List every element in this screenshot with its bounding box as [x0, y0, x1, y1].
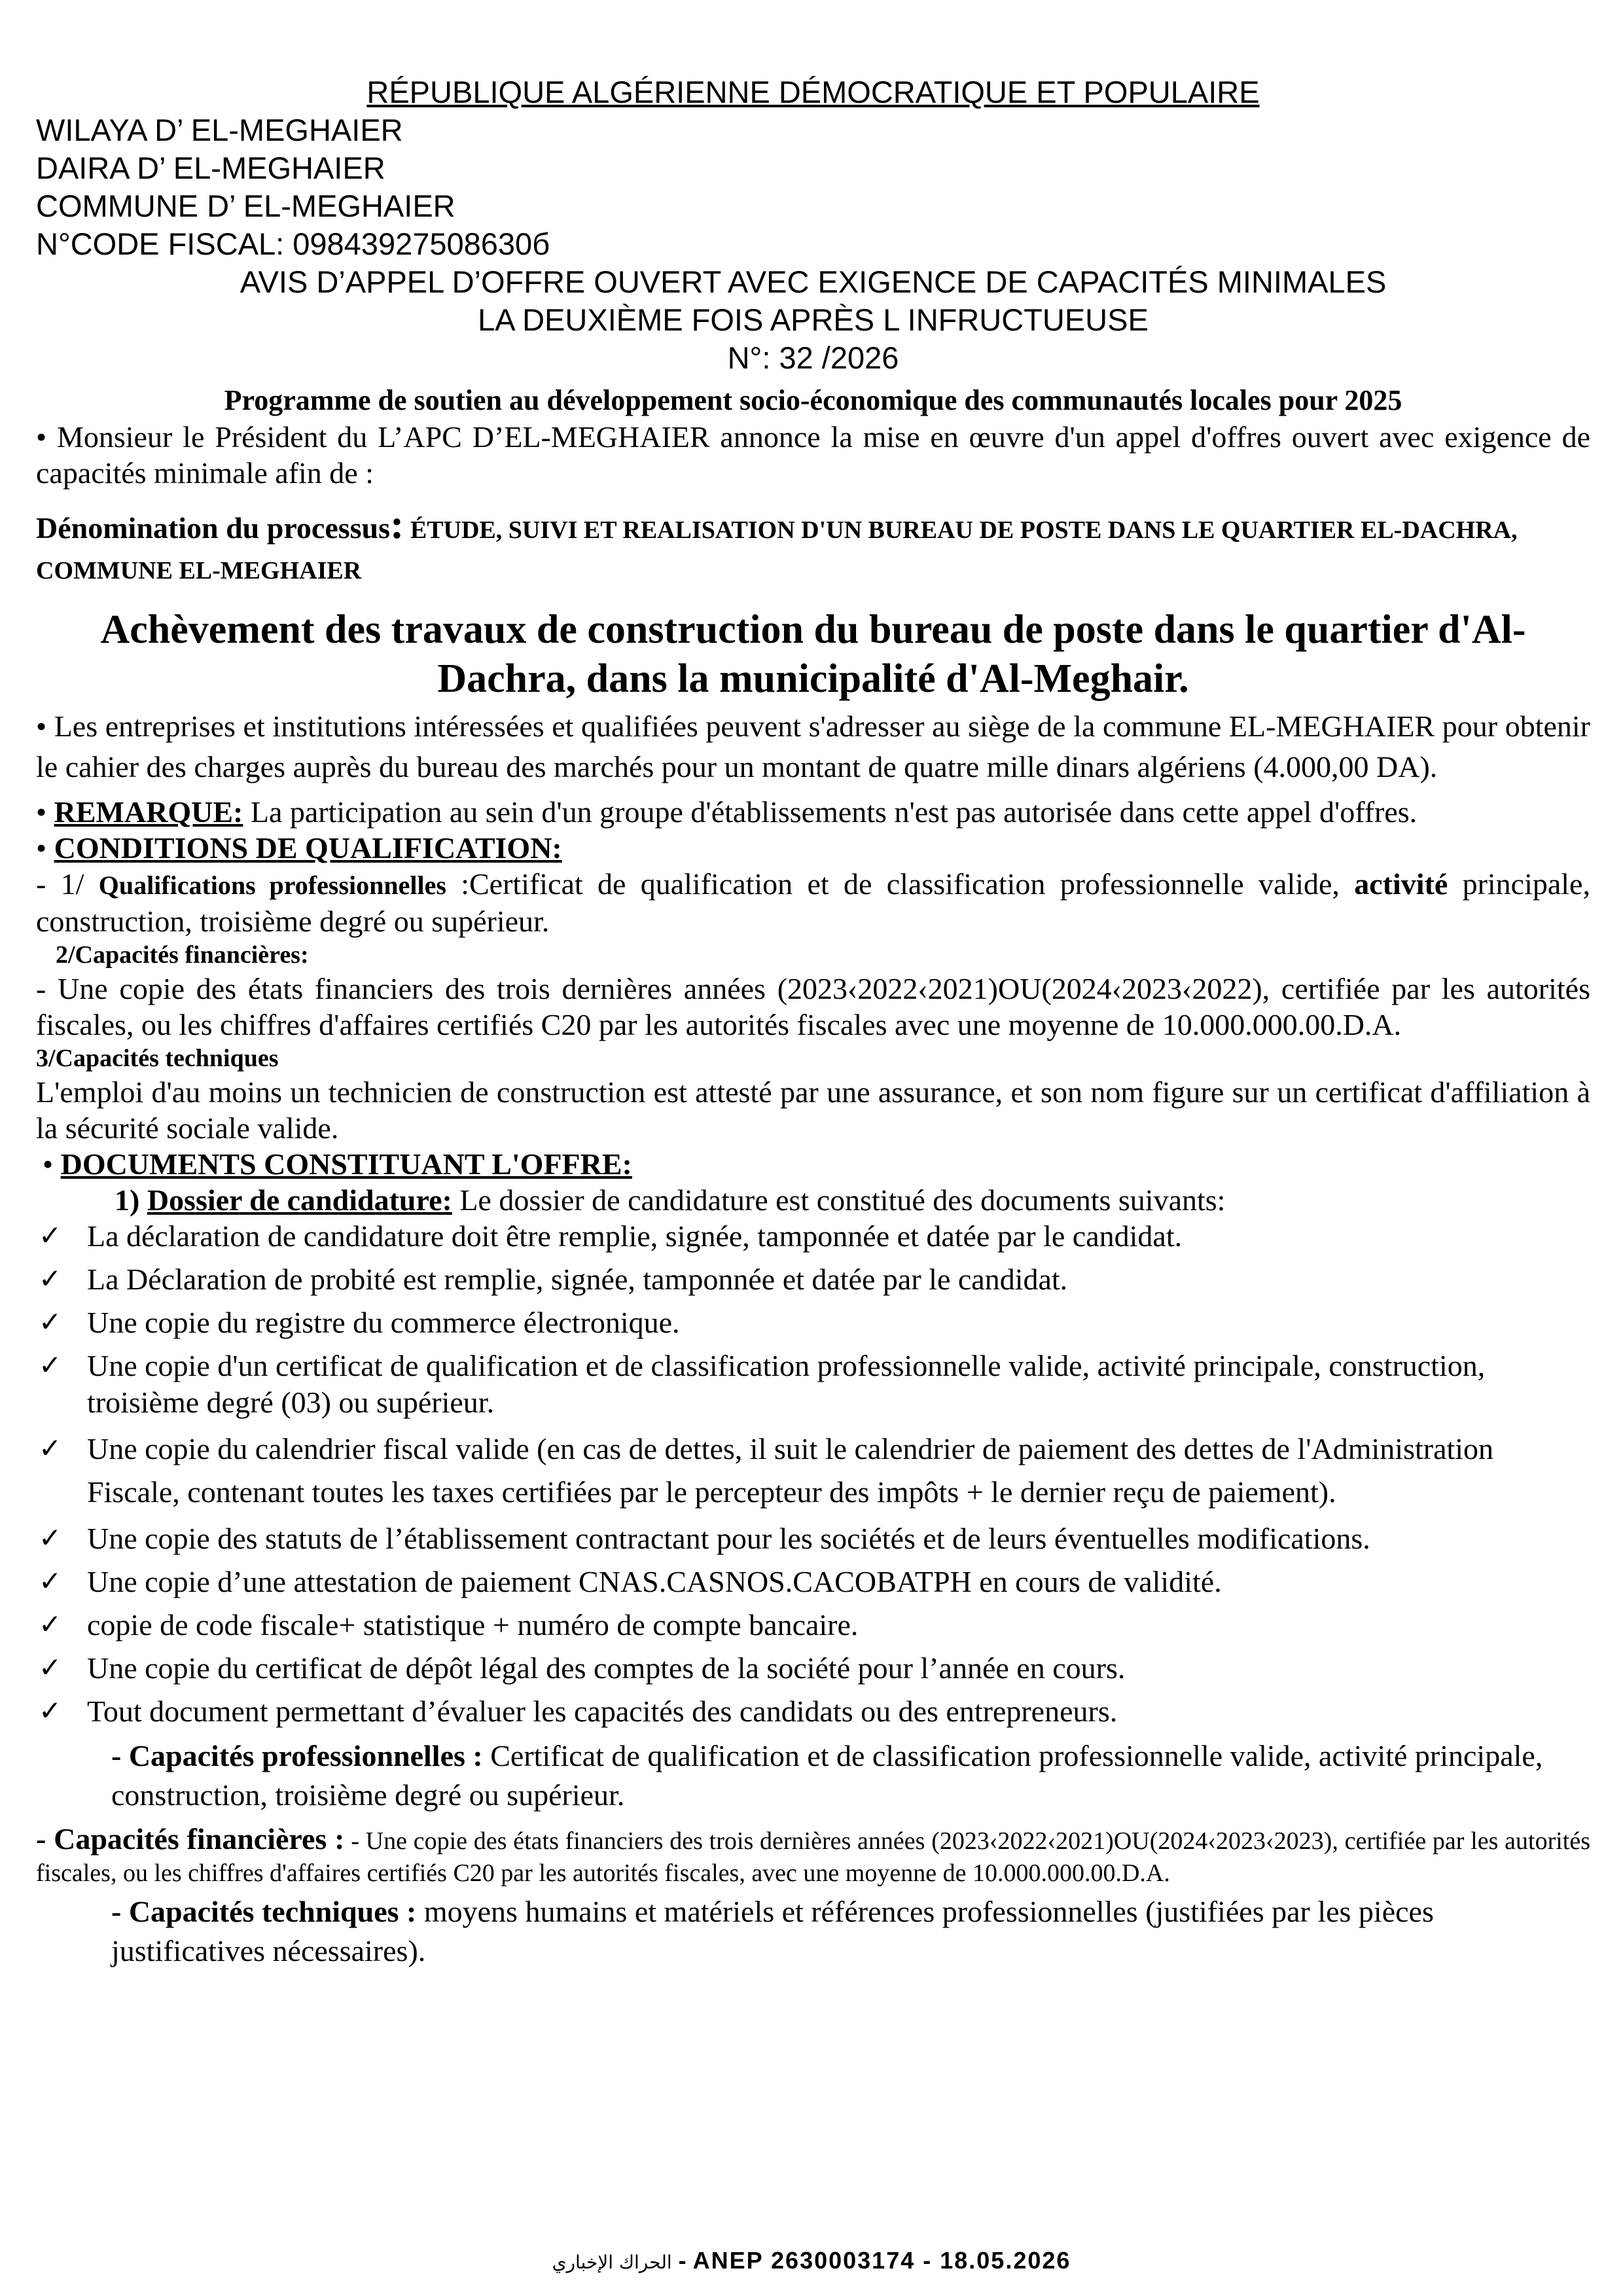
programme-line: Programme de soutien au développement socio-économique des communautés locales pour 2025 [224, 384, 1402, 416]
cap-pro-text: Certificat de qualification et de classification professionnelle valide, activité principale, construction, troisième degré ou supérieur. [111, 1739, 1543, 1812]
remarque-text: La participation au sein d'un groupe d'établissements n'est pas autorisée dans cette appel d'offres. [243, 795, 1418, 829]
q3-title: 3/Capacités techniques [36, 1045, 279, 1072]
list-item: ✓ La déclaration de candidature doit être remplie, signée, tamponnée et datée par le candidat. [36, 1218, 1590, 1255]
cap-tech-text: moyens humains et matériels et références professionnelles (justifiées par les pièces justificatives nécessaires). [111, 1895, 1434, 1967]
dossier-text: Le dossier de candidature est constitué des documents suivants: [452, 1183, 1226, 1217]
checkmark-icon: ✓ [39, 1567, 62, 1597]
dossier-number: 1) [115, 1183, 147, 1217]
list-item: ✓ Tout document permettant d’évaluer les capacités des candidats ou des entrepreneurs. [36, 1693, 1590, 1730]
remarque-label: REMARQUE: [54, 795, 243, 829]
dossier-label: Dossier de candidature: [147, 1183, 452, 1217]
q1-text: :Certificat de qualification et de classification professionnelle valide, [446, 867, 1355, 901]
commune-line: COMMUNE D’ EL-MEGHAIER [36, 188, 455, 223]
remarque-bullet: • [36, 795, 54, 829]
cap-fin-text: - Une copie des états financiers des trois dernières années (2023‹2022‹2021)OU(2024‹2023‹2023), certifiée par les autorités fiscales, ou les chiffres d'affaires certifiés C20 par les autorités fiscales, avec une moyenne de 10.000.000.00.D.A. [36, 1827, 1590, 1887]
q1-bold: activité [1354, 867, 1448, 901]
checkmark-icon: ✓ [39, 1524, 62, 1554]
cap-pro-label: - Capacités professionnelles : [111, 1739, 483, 1772]
q1-prefix: - 1/ [36, 867, 99, 901]
checkmark-icon: ✓ [39, 1221, 62, 1251]
cap-tech-label: - Capacités techniques : [111, 1895, 417, 1928]
document-page [36, 73, 1590, 1971]
q1-rest: principale, construction, troisième degré ou supérieur. [36, 867, 1590, 938]
footer [0, 2247, 1623, 2274]
checkmark-icon: ✓ [39, 1308, 62, 1338]
list-item: ✓ Une copie d'un certificat de qualification et de classification professionnelle valide, activité principale, construction, troisième degré (03) ou supérieur. [39, 1349, 1486, 1419]
q1-label: Qualifications professionnelles [98, 870, 446, 900]
wilaya-line: WILAYA D’ EL-MEGHAIER [36, 113, 403, 147]
conditions-bullet: • [36, 831, 54, 865]
checkmark-icon: ✓ [39, 1696, 62, 1727]
denomination-label: Dénomination du processus [36, 511, 391, 545]
fiscal-code-line: N°CODE FISCAL: 09843927508630б [36, 226, 550, 261]
capacites-professionnelles [36, 1736, 1590, 1815]
checkmark-icon: ✓ [39, 1610, 62, 1640]
checkmark-icon: ✓ [39, 1265, 62, 1295]
checkmark-icon: ✓ [39, 1653, 62, 1683]
capacites-financieres [36, 1824, 1590, 1888]
q3-text: L'emploi d'au moins un technicien de construction est attesté par une assurance, et son nom figure sur un certificat d'affiliation à la sécurité sociale valide. [36, 1075, 1590, 1145]
list-item: ✓ La Déclaration de probité est remplie, signée, tamponnée et datée par le candidat. [36, 1261, 1590, 1298]
entreprises-paragraph: • Les entreprises et institutions intéressées et qualifiées peuvent s'adresser au siège de la commune EL-MEGHAIER pour obtenir le cahier des charges auprès du bureau des marchés pour un montant de quatre mille dinars algériens (4.000,00 DA). [36, 709, 1590, 783]
cap-fin-label: - Capacités financières : [36, 1822, 345, 1856]
deuxieme-fois-line: LA DEUXIÈME FOIS APRÈS L INFRUCTUEUSE [478, 302, 1149, 337]
documents-heading [36, 1146, 1590, 1182]
republic-title: RÉPUBLIQUE ALGÉRIENNE DÉMOCRATIQUE ET POPULAIRE [366, 75, 1260, 109]
list-item: ✓ copie de code fiscale+ statistique + numéro de compte bancaire. [36, 1607, 1590, 1643]
avis-number: N°: 32 /2026 [727, 340, 899, 375]
conditions-heading [36, 830, 1590, 866]
documents-bullet: • [43, 1147, 61, 1181]
list-item: ✓ Une copie du certificat de dépôt légal des comptes de la société pour l’année en cours. [36, 1650, 1590, 1687]
capacites-techniques [36, 1892, 1590, 1971]
avis-title: AVIS D’APPEL D’OFFRE OUVERT AVEC EXIGENCE DE CAPACITÉS MINIMALES [240, 264, 1387, 299]
denomination-colon: : [390, 501, 404, 547]
list-item: ✓ Une copie des statuts de l’établissement contractant pour les sociétés et de leurs éventuelles modifications. [36, 1520, 1590, 1557]
daira-line: DAIRA D’ EL-MEGHAIER [36, 151, 385, 185]
conditions-title: CONDITIONS DE QUALIFICATION: [54, 831, 562, 865]
footer-arabic: الحراك الإخباري [552, 2251, 672, 2273]
list-item: ✓ Une copie du calendrier fiscal valide (en cas de dettes, il suit le calendrier de paiement des dettes de l'Administration Fiscale, contenant toutes les taxes certifiées par le percepteur des impôts + le dernier reçu de paiement). [36, 1427, 1590, 1514]
checkmark-icon: ✓ [39, 1351, 62, 1381]
intro-paragraph: • Monsieur le Président du L’APC D’EL-MEGHAIER annonce la mise en œuvre d'un appel d'offres ouvert avec exigence de capacités minimale afin de : [36, 420, 1590, 490]
checkmark-icon: ✓ [39, 1434, 62, 1464]
qualification-1 [36, 866, 1590, 939]
documents-title: DOCUMENTS CONSTITUANT L'OFFRE: [60, 1147, 632, 1181]
list-item: ✓ Une copie du registre du commerce électronique. [36, 1304, 1590, 1341]
dossier-line [36, 1182, 1590, 1218]
denomination-block [36, 501, 1590, 594]
list-item: ✓ Une copie d’une attestation de paiement CNAS.CASNOS.CACOBATPH en cours de validité. [36, 1564, 1590, 1600]
documents-list [36, 1218, 1590, 1730]
q2-title: 2/Capacités financières: [56, 941, 309, 969]
project-title: Achèvement des travaux de construction du bureau de poste dans le quartier d'Al-Dachra, dans la municipalité d'Al-Meghair. [100, 607, 1526, 701]
denomination-value: ÉTUDE, SUIVI ET REALISATION D'UN BUREAU DE POSTE DANS LE QUARTIER EL-DACHRA, COMMUNE EL-MEGHAIER [36, 516, 1518, 584]
footer-anep-reference: - ANEP 2630003174 - 18.05.2026 [671, 2247, 1071, 2274]
remarque-paragraph [36, 794, 1590, 830]
q2-text: - Une copie des états financiers des trois dernières années (2023‹2022‹2021)OU(2024‹2023‹2022), certifiée par les autorités fiscales, ou les chiffres d'affaires certifiés C20 par les autorités fiscales avec une moyenne de 10.000.000.00.D.A. [36, 972, 1590, 1041]
